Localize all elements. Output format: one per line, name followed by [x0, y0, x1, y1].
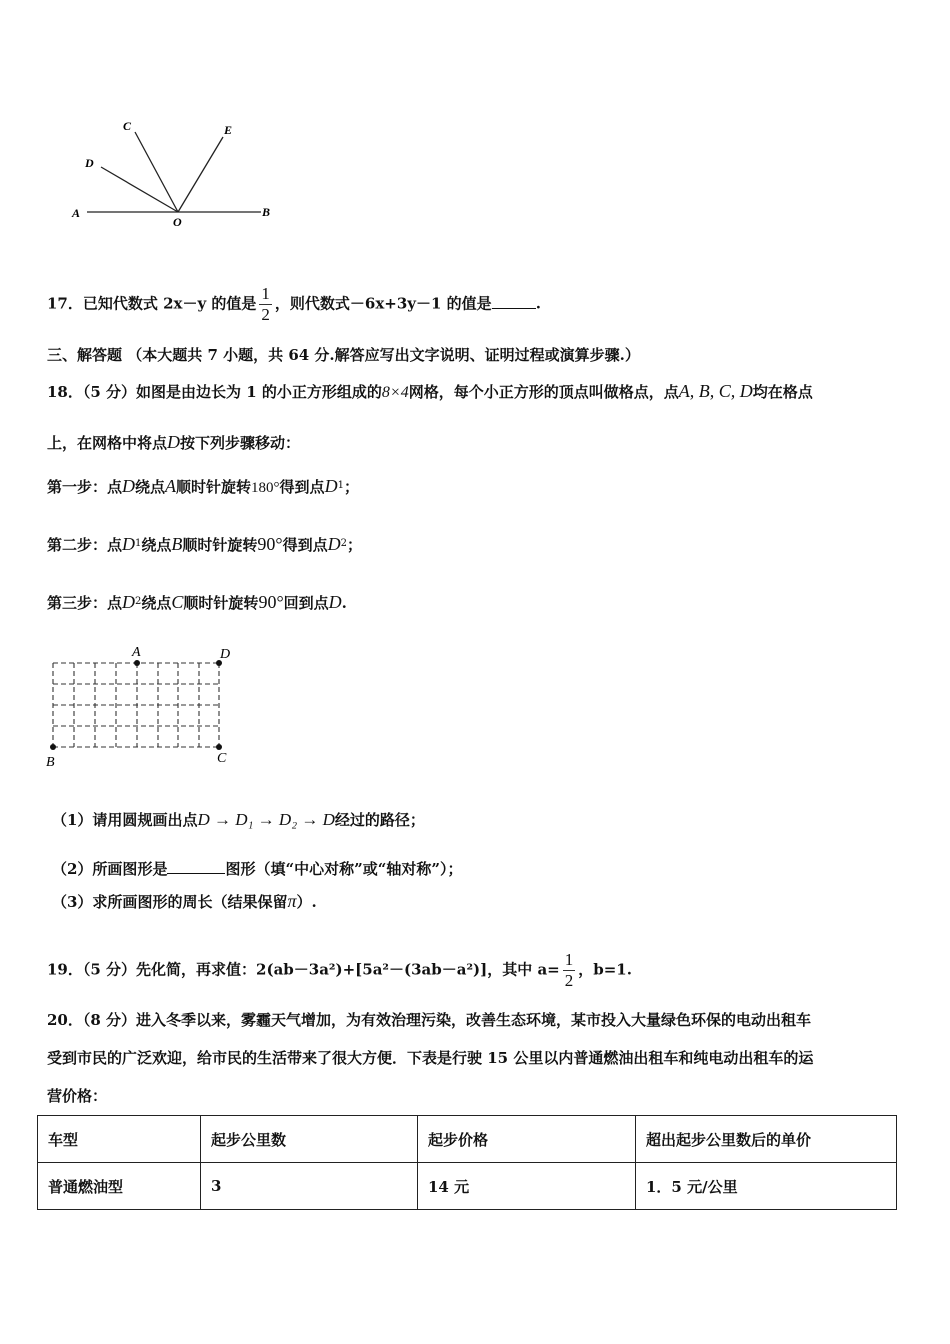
- step2-text-3: 顺时针旋转: [182, 536, 258, 554]
- step1-degree: 180°: [251, 480, 280, 496]
- table-cell: 3: [201, 1163, 418, 1210]
- q19-text-2: ，b=1.: [578, 960, 632, 979]
- label-o: O: [173, 215, 182, 229]
- q17-text-2: ，则代数式－6x+3y－1 的值是: [274, 294, 492, 313]
- step1-text-4: 得到点: [279, 478, 325, 496]
- sub1-text-1: （1）请用圆规画出点: [52, 811, 198, 829]
- grid-point-b: [50, 744, 56, 750]
- grid-label-b: B: [46, 755, 55, 770]
- label-b: B: [262, 205, 271, 219]
- q18-step-1: [47, 476, 359, 498]
- q19-number: 19．: [47, 960, 83, 979]
- label-c: C: [123, 119, 132, 133]
- dashed-grid: [53, 663, 219, 747]
- question-19: [47, 950, 632, 991]
- question-18-line-1: [47, 381, 813, 403]
- step2-center: B: [171, 534, 183, 554]
- table-header-cell: 起步公里数: [201, 1116, 418, 1163]
- step2-end: ；: [347, 536, 363, 554]
- step1-text-3: 顺时针旋转: [176, 478, 252, 496]
- table-header-cell: 起步价格: [418, 1116, 636, 1163]
- sub2-text-2: 图形（填“中心对称”或“轴对称”）；: [225, 860, 463, 878]
- section-3-heading: 三、解答题 （本大题共 7 小题，共 64 分.解答应写出文字说明、证明过程或演算步骤.）: [47, 346, 640, 364]
- q18-step-2: [47, 534, 362, 555]
- label-a: A: [72, 206, 81, 220]
- q18-number: 18．: [47, 383, 83, 401]
- q17-fraction: [259, 284, 272, 325]
- step2-result: D: [327, 534, 341, 554]
- q20-text-1: （8 分）进入冬季以来，雾霾天气增加，为有效治理污染，改善生态环境，某市投入大量绿色环保的电动出租车: [82, 1011, 812, 1029]
- step3-result: D: [328, 592, 342, 612]
- fare-table: [37, 1115, 897, 1210]
- sub2-answer-blank[interactable]: [167, 857, 225, 874]
- sub2-text-1: （2）所画图形是: [52, 860, 168, 878]
- grid-label-d: D: [220, 647, 231, 662]
- step1-point: D: [122, 476, 136, 496]
- q18-sub-2: [52, 857, 462, 879]
- sub3-text-2: ）.: [296, 893, 317, 911]
- q18-line2-text: 上，在网格中将点: [47, 434, 168, 452]
- step2-point: D: [122, 534, 136, 554]
- grid-label-a: A: [132, 645, 141, 660]
- q18-grid-size: 8×4: [381, 384, 409, 401]
- step3-text-3: 顺时针旋转: [183, 594, 259, 612]
- step3-point-sub: 2: [135, 596, 142, 607]
- q18-sub-3: [52, 891, 317, 912]
- sub1-text-2: 经过的路径；: [334, 811, 425, 829]
- step1-text-2: 绕点: [135, 478, 166, 496]
- q17-text-1: 已知代数式 2x－y 的值是: [82, 294, 257, 313]
- q18-line2-end: 按下列步骤移动：: [180, 434, 301, 452]
- question-18-line-2: [47, 432, 300, 453]
- step1-text-1: 第一步：点: [47, 478, 123, 496]
- question-17: [47, 284, 541, 325]
- table-cell: 普通燃油型: [38, 1163, 201, 1210]
- table-header-row: [38, 1116, 897, 1163]
- question-20-line-2: 受到市民的广泛欢迎，给市民的生活带来了很大方便．下表是行驶 15 公里以内普通燃油出租车和纯电动出租车的运: [47, 1049, 814, 1067]
- step3-text-4: 回到点: [283, 594, 329, 612]
- step2-point-sub: 1: [135, 538, 142, 549]
- grid-point-c: [216, 744, 222, 750]
- q17-frac-num: 1: [261, 284, 270, 303]
- q20-number: 20．: [47, 1011, 83, 1029]
- q18-text-2: 网格，每个小正方形的顶点叫做格点，点: [408, 383, 679, 401]
- table-row: [38, 1163, 897, 1210]
- question-20-line-1: [47, 1010, 811, 1030]
- table-header-cell: 车型: [38, 1116, 201, 1163]
- question-20-line-3: 营价格：: [47, 1087, 108, 1105]
- step2-result-sub: 2: [340, 538, 348, 549]
- step2-degree: 90°: [257, 534, 283, 554]
- q17-end: .: [535, 294, 541, 313]
- q19-frac-num: 1: [564, 950, 574, 969]
- step3-point: D: [122, 592, 136, 612]
- grid-figure: [40, 643, 240, 773]
- label-e: E: [224, 123, 233, 137]
- step1-center: A: [165, 476, 177, 496]
- grid-label-c: C: [217, 751, 227, 766]
- step3-center: C: [171, 592, 184, 612]
- table-header-cell: 超出起步公里数后的单价: [636, 1116, 897, 1163]
- q18-step-3: [47, 592, 347, 613]
- q17-answer-blank[interactable]: [492, 292, 536, 309]
- step3-degree: 90°: [258, 592, 284, 612]
- label-d: D: [85, 156, 94, 170]
- q18-sub-1: [52, 810, 425, 830]
- step3-text-1: 第三步：点: [47, 594, 123, 612]
- grid-point-a: [134, 660, 140, 666]
- q19-frac-den: 2: [564, 971, 574, 990]
- q19-fraction: [563, 950, 576, 991]
- step3-end: .: [341, 594, 347, 612]
- step3-text-2: 绕点: [141, 594, 172, 612]
- sub3-pi: π: [287, 891, 297, 911]
- step1-result: D: [324, 476, 338, 496]
- q18-text-3: 均在格点: [752, 383, 813, 401]
- q19-text-1: （5 分）先化简，再求值：2(ab－3a²)+[5a²－(3ab－a²)]，其中 a=: [82, 960, 560, 979]
- step2-text-2: 绕点: [141, 536, 172, 554]
- step2-text-4: 得到点: [282, 536, 328, 554]
- q17-number: 17．: [47, 294, 83, 313]
- step1-end: ；: [343, 478, 359, 496]
- angle-figure: [65, 110, 305, 250]
- q18-points: A, B, C, D: [678, 381, 753, 401]
- q18-line2-d: D: [167, 432, 181, 452]
- table-cell: 1．5 元/公里: [636, 1163, 897, 1210]
- ray-oe: [178, 137, 223, 212]
- step2-text-1: 第二步：点: [47, 536, 123, 554]
- step1-result-sub: 1: [337, 480, 344, 491]
- sub3-text-1: （3）求所画图形的周长（结果保留: [52, 893, 288, 911]
- q18-text-1: （5 分）如图是由边长为 1 的小正方形组成的: [82, 383, 382, 401]
- sub1-path: D → D₁ → D₂ → D: [197, 810, 335, 829]
- table-cell: 14 元: [418, 1163, 636, 1210]
- q17-frac-den: 2: [261, 305, 270, 324]
